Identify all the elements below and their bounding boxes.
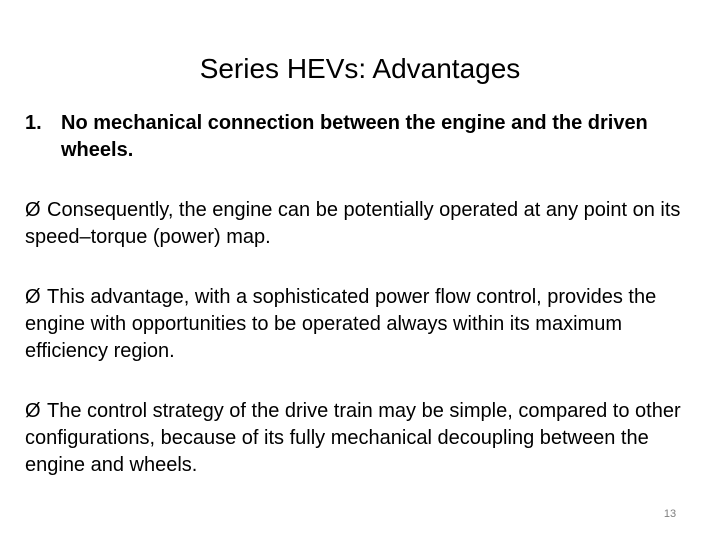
bullet-text: This advantage, with a sophisticated power flow control, provides the engine with opportunities to be operated always within its maximum efficiency region. — [25, 286, 657, 362]
bullet-text: The control strategy of the drive train may be simple, compared to other configurations, because of its fully mechanical decoupling between the engine and wheels. — [25, 400, 681, 476]
bullet-text: Consequently, the engine can be potentially operated at any point on its speed–torque (power) map. — [25, 199, 681, 248]
bullet-item — [25, 398, 705, 479]
arrow-bullet-icon: Ø — [25, 199, 41, 221]
bullet-item — [25, 197, 705, 251]
arrow-bullet-icon: Ø — [25, 400, 41, 422]
item-number: 1. — [25, 112, 42, 134]
bullet-item — [25, 284, 705, 365]
slide-title: Series HEVs: Advantages — [199, 53, 521, 84]
page-number: 13 — [663, 508, 677, 520]
item-text: No mechanical connection between the engine and the driven wheels. — [61, 112, 648, 161]
arrow-bullet-icon: Ø — [25, 286, 41, 308]
numbered-item — [25, 110, 705, 164]
